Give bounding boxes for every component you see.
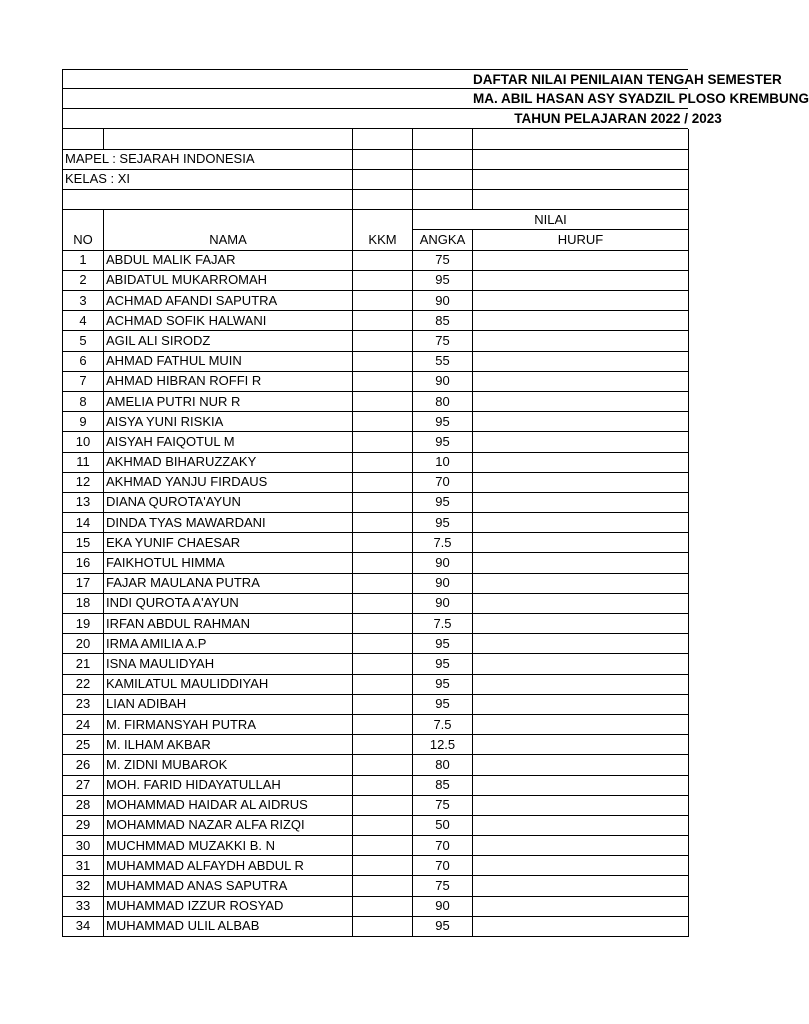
table-row [63,836,689,856]
row-no-cell[interactable]: 29 [63,815,104,835]
row-huruf-cell[interactable] [473,452,689,472]
table-row [63,694,689,714]
row-no-cell[interactable]: 28 [63,795,104,815]
row-kkm-cell[interactable] [353,533,413,553]
cell[interactable] [413,190,473,210]
school-name: MA. ABIL HASAN ASY SYADZIL PLOSO KREMBUNG [473,91,809,106]
row-kkm-cell[interactable] [353,391,413,411]
row-kkm-cell[interactable] [353,714,413,734]
row-angka-cell[interactable]: 90 [413,896,473,916]
row-kkm-cell[interactable] [353,291,413,311]
row-angka-cell[interactable]: 80 [413,391,473,411]
row-kkm-cell[interactable] [353,492,413,512]
row-no-cell[interactable]: 21 [63,654,104,674]
table-row [63,412,689,432]
table-row [63,331,689,351]
row-angka-cell[interactable]: 90 [413,573,473,593]
row-name-cell[interactable]: ACHMAD SOFIK HALWANI [104,311,353,331]
table-row [63,714,689,734]
table-row [63,755,689,775]
grade-sheet [62,69,809,937]
row-kkm-cell[interactable] [353,432,413,452]
table-row [63,311,689,331]
row-no-cell[interactable]: 16 [63,553,104,573]
header-row-1 [62,69,782,89]
row-kkm-cell[interactable] [353,654,413,674]
table-row [63,856,689,876]
row-no-cell[interactable]: 3 [63,291,104,311]
row-angka-cell[interactable]: 55 [413,351,473,371]
row-no-cell[interactable]: 11 [63,452,104,472]
cell[interactable] [63,210,104,230]
cell[interactable] [63,190,353,210]
table-row [63,270,689,290]
row-name-cell[interactable]: M. FIRMANSYAH PUTRA [104,714,353,734]
row-huruf-cell[interactable] [473,876,689,896]
row-angka-cell[interactable]: 95 [413,634,473,654]
row-huruf-cell[interactable] [473,311,689,331]
row-name-cell[interactable]: DINDA TYAS MAWARDANI [104,513,353,533]
row-kkm-cell[interactable] [353,614,413,634]
table-row [63,795,689,815]
row-kkm-cell[interactable] [353,735,413,755]
row-no-cell[interactable]: 14 [63,513,104,533]
row-huruf-cell[interactable] [473,391,689,411]
row-huruf-cell[interactable] [473,351,689,371]
cell[interactable] [353,149,413,169]
row-no-cell[interactable]: 27 [63,775,104,795]
table-row [63,674,689,694]
row-name-cell[interactable]: MOH. FARID HIDAYATULLAH [104,775,353,795]
row-huruf-cell[interactable] [473,694,689,714]
row-huruf-cell[interactable] [473,573,689,593]
row-kkm-cell[interactable] [353,815,413,835]
row-no-cell[interactable]: 4 [63,311,104,331]
row-kkm-cell[interactable] [353,775,413,795]
row-angka-cell[interactable]: 95 [413,654,473,674]
table-row [63,916,689,936]
row-angka-cell[interactable]: 90 [413,553,473,573]
row-angka-cell[interactable]: 95 [413,432,473,452]
column-header-row-2 [63,230,689,250]
row-huruf-cell[interactable] [473,634,689,654]
table-row [63,634,689,654]
row-huruf-cell[interactable] [473,270,689,290]
table-row [63,735,689,755]
row-no-cell[interactable]: 12 [63,472,104,492]
row-huruf-cell[interactable] [473,553,689,573]
row-name-cell[interactable]: IRMA AMILIA A.P [104,634,353,654]
row-name-cell[interactable]: AMELIA PUTRI NUR R [104,391,353,411]
row-kkm-cell[interactable] [353,634,413,654]
nilai-header[interactable]: NILAI [413,210,689,230]
row-angka-cell[interactable]: 95 [413,916,473,936]
row-angka-cell[interactable]: 75 [413,876,473,896]
row-huruf-cell[interactable] [473,654,689,674]
row-name-cell[interactable]: FAIKHOTUL HIMMA [104,553,353,573]
table-row [63,452,689,472]
row-angka-cell[interactable]: 70 [413,472,473,492]
row-name-cell[interactable]: AHMAD FATHUL MUIN [104,351,353,371]
row-name-cell[interactable]: AGIL ALI SIRODZ [104,331,353,351]
cell[interactable] [353,190,413,210]
row-no-cell[interactable]: 33 [63,896,104,916]
row-no-cell[interactable]: 32 [63,876,104,896]
row-angka-cell[interactable]: 95 [413,412,473,432]
table-row [63,472,689,492]
row-no-cell[interactable]: 17 [63,573,104,593]
cell[interactable] [353,169,413,189]
table-row [63,593,689,613]
row-name-cell[interactable]: FAJAR MAULANA PUTRA [104,573,353,593]
row-name-cell[interactable]: MOHAMMAD NAZAR ALFA RIZQI [104,815,353,835]
row-kkm-cell[interactable] [353,795,413,815]
row-no-cell[interactable]: 1 [63,250,104,270]
row-angka-cell[interactable]: 7.5 [413,614,473,634]
row-kkm-cell[interactable] [353,876,413,896]
row-name-cell[interactable]: M. ZIDNI MUBAROK [104,755,353,775]
row-angka-cell[interactable]: 80 [413,755,473,775]
mapel-row [63,149,689,169]
angka-header[interactable]: ANGKA [413,230,473,250]
blank-row [63,190,689,210]
row-angka-cell[interactable]: 75 [413,250,473,270]
row-name-cell[interactable]: AISYAH FAIQOTUL M [104,432,353,452]
table-row [63,250,689,270]
table-row [63,492,689,512]
row-kkm-cell[interactable] [353,412,413,432]
table-row [63,614,689,634]
cell[interactable] [413,169,473,189]
row-no-cell[interactable]: 10 [63,432,104,452]
row-angka-cell[interactable]: 75 [413,795,473,815]
kkm-header[interactable]: KKM [353,230,413,250]
sheet-title: DAFTAR NILAI PENILAIAN TENGAH SEMESTER [473,72,782,87]
row-name-cell[interactable]: ISNA MAULIDYAH [104,654,353,674]
header-row-2 [62,89,809,109]
table-row [63,513,689,533]
row-kkm-cell[interactable] [353,250,413,270]
row-angka-cell[interactable]: 95 [413,674,473,694]
kelas-label[interactable]: KELAS : XI [63,169,353,189]
row-no-cell[interactable]: 7 [63,371,104,391]
row-name-cell[interactable]: INDI QUROTA A'AYUN [104,593,353,613]
row-no-cell[interactable]: 34 [63,916,104,936]
header-row-3 [62,109,722,129]
row-angka-cell[interactable]: 95 [413,270,473,290]
row-angka-cell[interactable]: 7.5 [413,533,473,553]
cell[interactable] [104,210,353,230]
cell[interactable] [104,129,353,149]
row-huruf-cell[interactable] [473,755,689,775]
row-huruf-cell[interactable] [473,614,689,634]
cell[interactable] [413,129,473,149]
row-angka-cell[interactable]: 95 [413,694,473,714]
cell[interactable] [353,210,413,230]
row-name-cell[interactable]: AKHMAD YANJU FIRDAUS [104,472,353,492]
cell[interactable] [473,149,689,169]
row-no-cell[interactable]: 20 [63,634,104,654]
row-name-cell[interactable]: AISYA YUNI RISKIA [104,412,353,432]
row-no-cell[interactable]: 8 [63,391,104,411]
row-huruf-cell[interactable] [473,674,689,694]
no-header[interactable]: NO [63,230,104,250]
row-kkm-cell[interactable] [353,593,413,613]
table-row [63,573,689,593]
row-kkm-cell[interactable] [353,553,413,573]
row-name-cell[interactable]: DIANA QUROTA'AYUN [104,492,353,512]
row-no-cell[interactable]: 30 [63,836,104,856]
row-name-cell[interactable]: ABDUL MALIK FAJAR [104,250,353,270]
grade-table [62,129,689,937]
row-name-cell[interactable]: EKA YUNIF CHAESAR [104,533,353,553]
row-kkm-cell[interactable] [353,694,413,714]
table-row [63,291,689,311]
nama-header[interactable]: NAMA [104,230,353,250]
table-row [63,371,689,391]
row-angka-cell[interactable]: 85 [413,775,473,795]
row-no-cell[interactable]: 23 [63,694,104,714]
row-kkm-cell[interactable] [353,472,413,492]
row-name-cell[interactable]: IRFAN ABDUL RAHMAN [104,614,353,634]
row-no-cell[interactable]: 9 [63,412,104,432]
row-angka-cell[interactable]: 95 [413,513,473,533]
row-name-cell[interactable]: MUCHMMAD MUZAKKI B. N [104,836,353,856]
blank-row [63,129,689,149]
row-no-cell[interactable]: 6 [63,351,104,371]
row-huruf-cell[interactable] [473,291,689,311]
row-kkm-cell[interactable] [353,856,413,876]
row-angka-cell[interactable]: 70 [413,836,473,856]
row-huruf-cell[interactable] [473,371,689,391]
row-no-cell[interactable]: 13 [63,492,104,512]
row-name-cell[interactable]: AKHMAD BIHARUZZAKY [104,452,353,472]
row-no-cell[interactable]: 5 [63,331,104,351]
table-row [63,351,689,371]
row-huruf-cell[interactable] [473,412,689,432]
table-row [63,876,689,896]
row-name-cell[interactable]: ABIDATUL MUKARROMAH [104,270,353,290]
row-no-cell[interactable]: 26 [63,755,104,775]
row-angka-cell[interactable]: 10 [413,452,473,472]
cell[interactable] [473,190,689,210]
row-huruf-cell[interactable] [473,250,689,270]
row-name-cell[interactable]: M. ILHAM AKBAR [104,735,353,755]
row-name-cell[interactable]: MUHAMMAD ALFAYDH ABDUL R [104,856,353,876]
row-huruf-cell[interactable] [473,735,689,755]
row-name-cell[interactable]: MOHAMMAD HAIDAR AL AIDRUS [104,795,353,815]
row-no-cell[interactable]: 18 [63,593,104,613]
mapel-label[interactable]: MAPEL : SEJARAH INDONESIA [63,149,353,169]
row-no-cell[interactable]: 19 [63,614,104,634]
row-huruf-cell[interactable] [473,815,689,835]
row-kkm-cell[interactable] [353,452,413,472]
row-no-cell[interactable]: 22 [63,674,104,694]
row-kkm-cell[interactable] [353,755,413,775]
row-huruf-cell[interactable] [473,836,689,856]
row-huruf-cell[interactable] [473,593,689,613]
row-huruf-cell[interactable] [473,775,689,795]
row-name-cell[interactable]: MUHAMMAD IZZUR ROSYAD [104,896,353,916]
row-name-cell[interactable]: LIAN ADIBAH [104,694,353,714]
row-kkm-cell[interactable] [353,311,413,331]
column-header-row-1 [63,210,689,230]
cell[interactable] [473,129,689,149]
huruf-header[interactable]: HURUF [473,230,689,250]
academic-year: TAHUN PELAJARAN 2022 / 2023 [514,111,722,126]
row-no-cell[interactable]: 24 [63,714,104,734]
row-no-cell[interactable]: 2 [63,270,104,290]
row-huruf-cell[interactable] [473,916,689,936]
row-angka-cell[interactable]: 90 [413,593,473,613]
row-name-cell[interactable]: MUHAMMAD ANAS SAPUTRA [104,876,353,896]
row-angka-cell[interactable]: 95 [413,492,473,512]
row-kkm-cell[interactable] [353,573,413,593]
row-name-cell[interactable]: AHMAD HIBRAN ROFFI R [104,371,353,391]
row-kkm-cell[interactable] [353,331,413,351]
row-huruf-cell[interactable] [473,714,689,734]
row-kkm-cell[interactable] [353,836,413,856]
row-kkm-cell[interactable] [353,896,413,916]
row-kkm-cell[interactable] [353,351,413,371]
row-kkm-cell[interactable] [353,513,413,533]
row-huruf-cell[interactable] [473,513,689,533]
kelas-row [63,169,689,189]
row-name-cell[interactable]: ACHMAD AFANDI SAPUTRA [104,291,353,311]
cell[interactable] [63,129,104,149]
table-row [63,815,689,835]
row-angka-cell[interactable]: 12.5 [413,735,473,755]
row-angka-cell[interactable]: 90 [413,291,473,311]
row-kkm-cell[interactable] [353,674,413,694]
row-huruf-cell[interactable] [473,472,689,492]
row-kkm-cell[interactable] [353,916,413,936]
cell[interactable] [473,169,689,189]
table-row [63,432,689,452]
row-kkm-cell[interactable] [353,371,413,391]
row-name-cell[interactable]: KAMILATUL MAULIDDIYAH [104,674,353,694]
row-kkm-cell[interactable] [353,270,413,290]
table-row [63,775,689,795]
row-angka-cell[interactable]: 90 [413,371,473,391]
row-huruf-cell[interactable] [473,331,689,351]
table-row [63,896,689,916]
row-angka-cell[interactable]: 7.5 [413,714,473,734]
row-angka-cell[interactable]: 50 [413,815,473,835]
table-row [63,654,689,674]
row-no-cell[interactable]: 25 [63,735,104,755]
row-huruf-cell[interactable] [473,432,689,452]
row-huruf-cell[interactable] [473,795,689,815]
row-angka-cell[interactable]: 85 [413,311,473,331]
row-no-cell[interactable]: 15 [63,533,104,553]
row-huruf-cell[interactable] [473,492,689,512]
table-row [63,553,689,573]
row-angka-cell[interactable]: 70 [413,856,473,876]
row-huruf-cell[interactable] [473,533,689,553]
table-row [63,391,689,411]
row-name-cell[interactable]: MUHAMMAD ULIL ALBAB [104,916,353,936]
cell[interactable] [353,129,413,149]
cell[interactable] [413,149,473,169]
row-angka-cell[interactable]: 75 [413,331,473,351]
row-huruf-cell[interactable] [473,896,689,916]
row-huruf-cell[interactable] [473,856,689,876]
row-no-cell[interactable]: 31 [63,856,104,876]
table-row [63,533,689,553]
